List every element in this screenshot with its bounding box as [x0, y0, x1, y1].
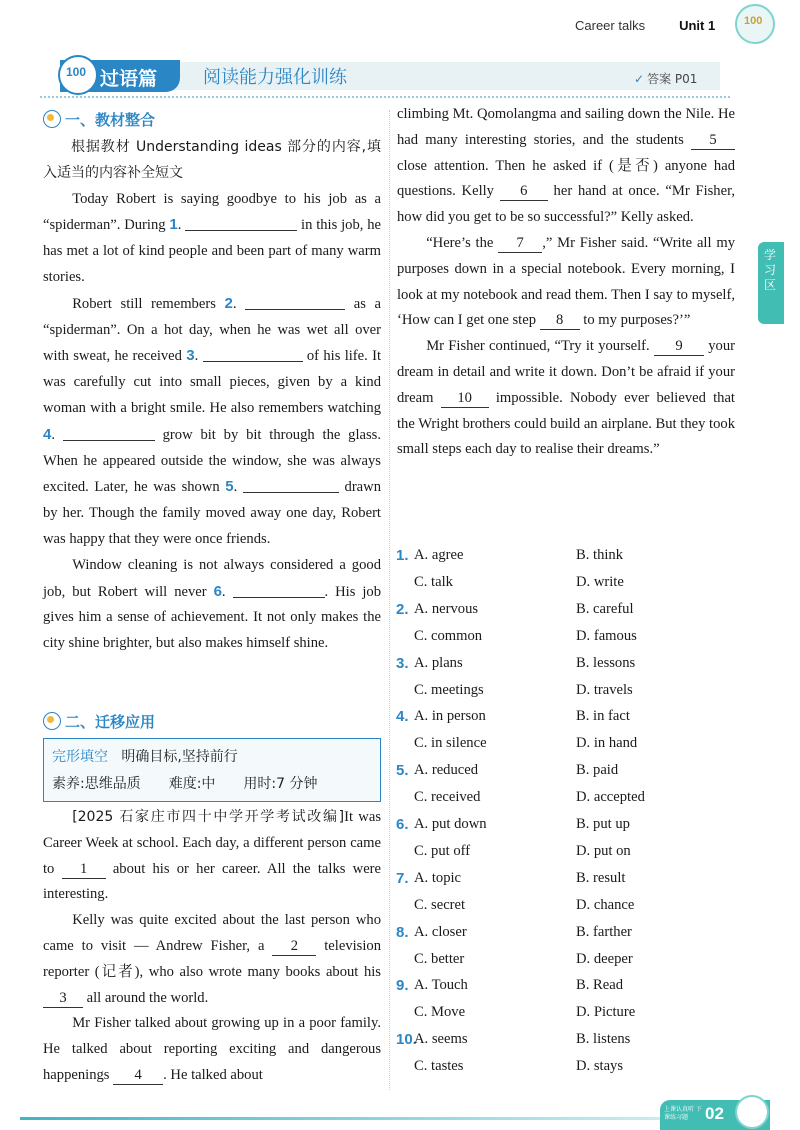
option-b: B. in fact [576, 708, 630, 725]
question-number: 5. [396, 762, 409, 780]
option-row [396, 789, 736, 815]
option-d: D. deeper [576, 950, 633, 967]
option-a: A. plans [414, 654, 463, 671]
option-a: A. closer [414, 923, 467, 940]
option-d: D. stays [576, 1058, 624, 1075]
option-row [396, 547, 736, 573]
section-badge-icon [43, 110, 61, 128]
option-c: C. tastes [414, 1058, 464, 1075]
option-c: C. talk [414, 573, 453, 590]
option-b: B. listens [576, 1031, 631, 1048]
option-row [396, 977, 736, 1003]
question-number: 9. [396, 977, 409, 995]
section1-text [43, 135, 381, 657]
option-a: A. topic [414, 869, 462, 886]
cloze-paragraph-5: “Here’s the 7 ,” Mr Fisher said. “Write all my purposes down in a special notebook. Every morning, I look at my notebook and read them. Then I say to myself, ‘How can I get one step 8 to my purposes?’” [397, 234, 735, 329]
paragraph-2: Robert still remembers 2. as a “spiderman”. On a hot day, when he was wet all over with sweat, he received 3. of his life. It was carefully cut into small pieces, given by a kind woman with a bright smile. He also remembers watching 4. grow bit by bit through the glass. When he appeared outside the window, she was always excited. Later, he was shown 5. drawn by her. Though the family moved away one day, Robert was happy that they were once friends. [43, 294, 382, 547]
cloze-theme: 明确目标,坚持前行 [121, 749, 238, 765]
paragraph-1: Today Robert is saying goodbye to his job as a “spiderman”. During 1. in this job, he has met a lot of kind people and been part of many warm stories. [43, 190, 381, 285]
section1-title: 一、教材整合 [43, 109, 155, 130]
section2-title: 二、迁移应用 [43, 711, 155, 732]
banner-title: 过语篇 [100, 68, 158, 90]
cloze-paragraph-6: Mr Fisher continued, “Try it yourself. 9 your dream in detail and write it down. Don’t be afraid if your dream 10 impossible. Nobody ever believed that the Wright brothers could build an airplane. But they took small steps each day to realise their dreams.” [397, 338, 735, 458]
cloze-paragraph-4: climbing Mt. Qomolangma and sailing down the Nile. He had many interesting stories, and the students 5 close attention. Then he asked if (是否) anyone had questions. Kelly 6 her hand at once. “Mr Fisher, how did you get to be so successful?” Kelly asked. [397, 106, 735, 226]
option-row [396, 682, 736, 708]
banner-subtitle: 阅读能力强化训练 [203, 67, 347, 88]
option-row [396, 601, 736, 627]
header-topic: Career talks [575, 18, 646, 33]
cloze-meta: 素养:思维品质 难度:中 用时:7 分钟 [52, 776, 318, 792]
header-unit-label: Unit 1 [679, 18, 716, 33]
option-row [396, 708, 736, 734]
option-b: B. paid [576, 762, 619, 779]
question-number: 6. [396, 816, 409, 833]
brand-logo-icon: 100 [735, 4, 775, 44]
mascot-icon: 100 [58, 55, 98, 95]
option-row [396, 1058, 736, 1084]
option-b: B. Read [576, 977, 624, 994]
cloze-paragraph-2: Kelly was quite excited about the last person who came to visit — Andrew Fisher, a 2 television reporter (记者), who also wrote many books about his 3 all around the world. [43, 912, 381, 1006]
option-c: C. in silence [414, 735, 487, 752]
option-c: C. secret [414, 896, 466, 913]
option-a: A. in person [414, 708, 486, 725]
option-d: D. accepted [576, 789, 645, 806]
option-row [396, 655, 736, 681]
question-number: 1. [396, 547, 409, 564]
option-a: A. Touch [414, 977, 468, 994]
option-b: B. farther [576, 923, 632, 940]
section-badge-icon [43, 712, 61, 730]
option-row [396, 762, 736, 788]
check-icon: ✓ [634, 72, 645, 86]
option-a: A. reduced [414, 762, 479, 779]
option-c: C. put off [414, 842, 471, 859]
question-number: 2. [396, 600, 409, 618]
option-a: A. seems [414, 1031, 468, 1048]
option-b: B. think [576, 547, 624, 563]
option-d: D. put on [576, 842, 631, 859]
option-row [396, 843, 736, 869]
header-unit [575, 18, 715, 33]
answer-reference: ✓ 答案 P01 [634, 72, 698, 86]
option-row [396, 951, 736, 977]
option-c: C. Move [414, 1004, 466, 1021]
column-divider [389, 110, 390, 1090]
option-row [396, 628, 736, 654]
page-number: 02 [705, 1104, 724, 1123]
option-d: D. in hand [576, 735, 638, 752]
option-b: B. put up [576, 816, 630, 832]
option-row [396, 924, 736, 950]
option-a: A. nervous [414, 600, 479, 617]
cloze-left-column [43, 805, 381, 1089]
question-number: 4. [396, 708, 409, 726]
option-a: A. agree [414, 547, 464, 563]
question-number: 10. [396, 1031, 417, 1049]
paragraph-3: Window cleaning is not always considered a good job, but Robert will never 6. . His job gives him a sense of achievement. It not only makes the city shine brighter, but also makes himself shine. [43, 556, 381, 652]
footer-line [20, 1117, 660, 1120]
option-d: D. chance [576, 896, 635, 913]
option-b: B. careful [576, 600, 634, 617]
option-a: A. put down [414, 816, 487, 832]
cloze-paragraph-3: Mr Fisher talked about growing up in a poor family. He talked about reporting exciting and dangerous happenings 4 . He talked about [43, 1015, 381, 1083]
question-number: 7. [396, 869, 409, 887]
cloze-right-column [397, 102, 735, 463]
option-row [396, 735, 736, 761]
cloze-label: 完形填空 [52, 749, 108, 765]
option-c: C. common [414, 627, 483, 644]
option-row [396, 897, 736, 923]
option-d: D. travels [576, 681, 633, 698]
option-d: D. famous [576, 627, 637, 644]
cloze-paragraph-1: [2025 石家庄市四十中学开学考试改编]It was Career Week at school. Each day, a different person came to 1 about his or her career. All the talks were interesting. [43, 809, 382, 903]
side-tab: 学习区 [758, 242, 784, 324]
question-number: 3. [396, 654, 409, 672]
option-c: C. received [414, 789, 481, 806]
option-row [396, 1004, 736, 1030]
option-c: C. better [414, 950, 465, 967]
option-d: D. write [576, 573, 624, 590]
option-c: C. meetings [414, 681, 484, 698]
option-b: B. lessons [576, 654, 636, 671]
cloze-info-box [43, 738, 381, 802]
question-number: 8. [396, 923, 409, 941]
footer-slogan: 上课认真听 下课练习题 [664, 1106, 702, 1121]
option-row [396, 870, 736, 896]
option-row [396, 816, 736, 842]
option-row [396, 574, 736, 600]
section1-instruction: 根据教材 Understanding ideas 部分的内容,填入适当的内容补全短文 [43, 139, 381, 181]
dotted-separator [40, 96, 730, 98]
option-row [396, 1031, 736, 1057]
option-d: D. Picture [576, 1004, 636, 1021]
option-b: B. result [576, 869, 626, 886]
footer-mascot-icon [735, 1095, 769, 1129]
